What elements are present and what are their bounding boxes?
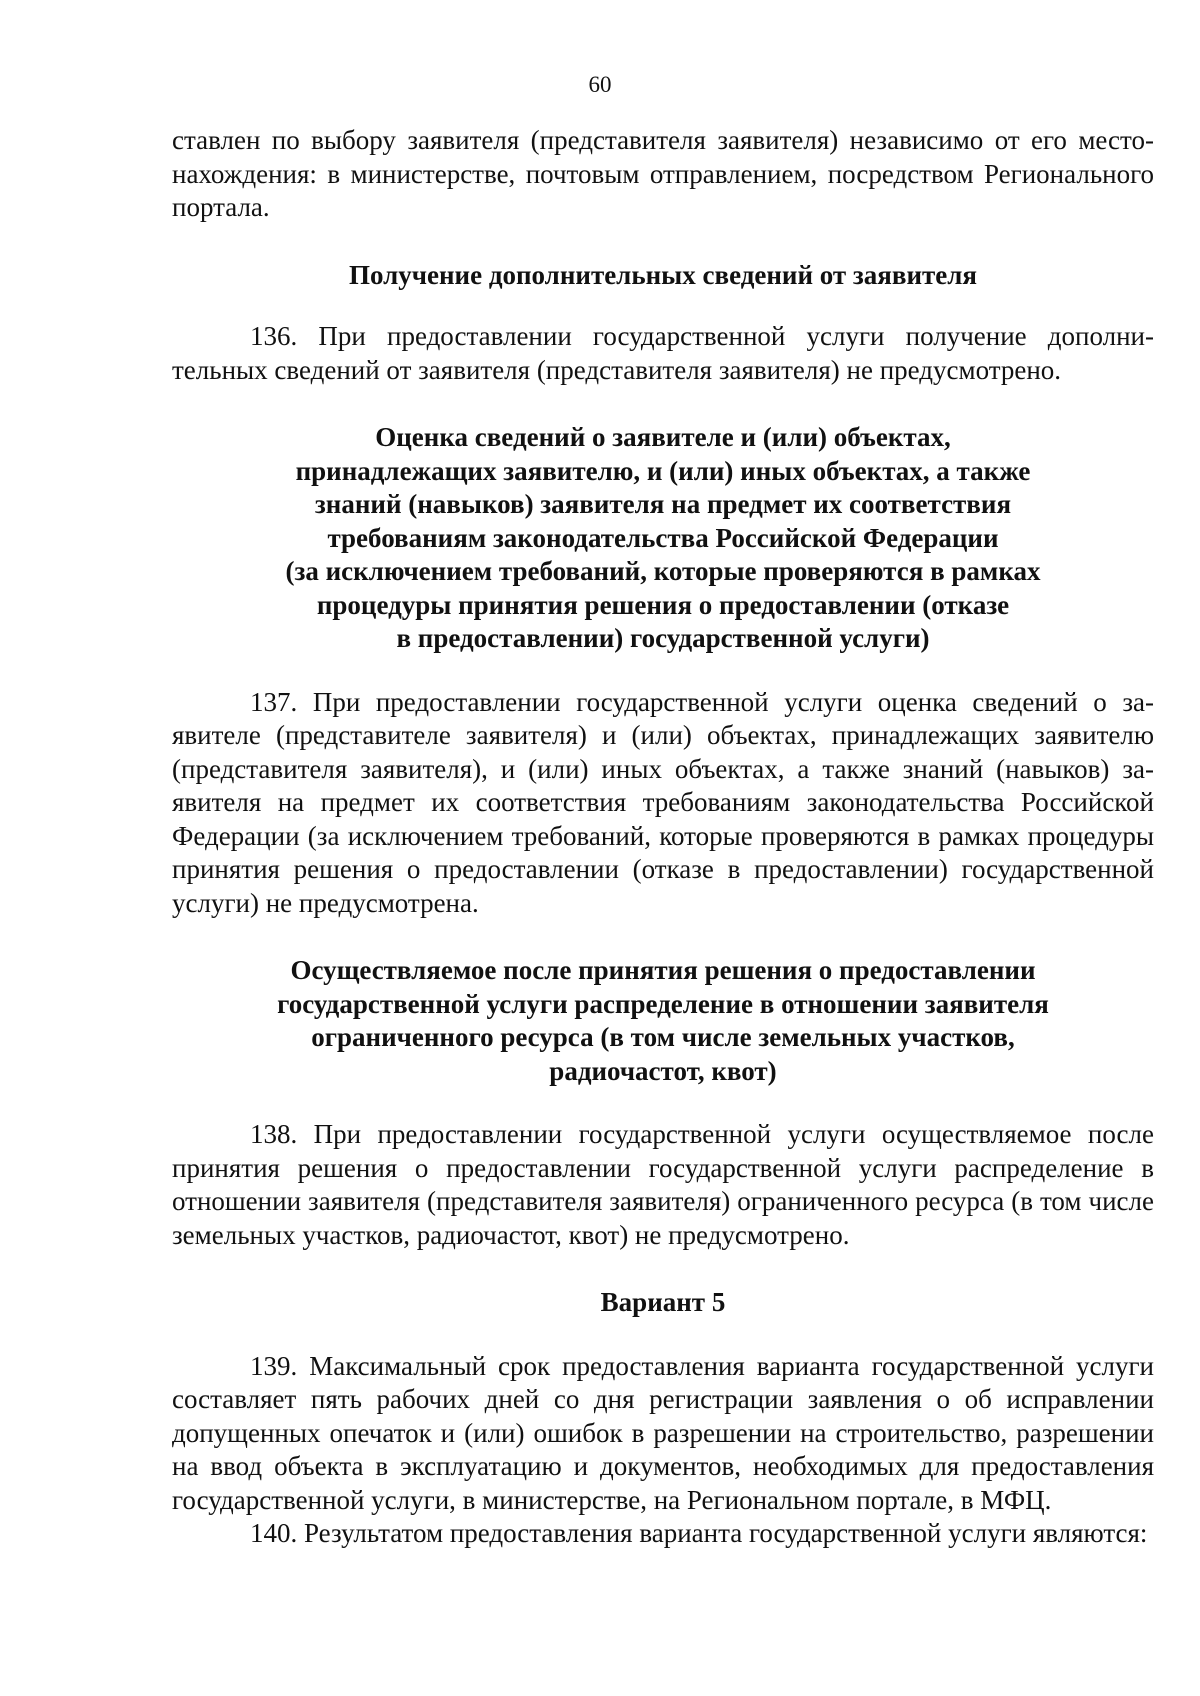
heading-line: радиочастот, квот) [549,1055,777,1086]
section-heading-resource-distribution [172,954,1154,1088]
continuation-paragraph: ставлен по выбору заявителя (представителя заявителя) независимо от его местонахождения: в министерстве, почтовым отправлением, посредством Регионального портала. [172,125,1154,222]
heading-line: требованиям законодательства Российской Федерации [327,522,999,553]
section-heading-assessment [172,421,1154,656]
paragraph-137: 137. При предоставлении государственной услуги оценка сведений о заявителе (представителе заявителя) и (или) объектах, принадлежащих заявителю (представителя заявителя), и (или) иных объектах, а также знаний (навыков) заявителя на предмет их соответствия требованиям законодательства Российской Федерации (за исключением требований, которые проверяются в рамках процедуры принятия решения о предоставлении (отказе в предоставлении) государственной услуги) не предусмотрена. [172,686,1154,918]
heading-line: Оценка сведений о заявителе и (или) объектах, [375,422,951,452]
heading-line: ограниченного ресурса (в том числе земельных участков, [311,1022,1015,1052]
heading-line: процедуры принятия решения о предоставлении (отказе [316,589,1010,620]
heading-line: (за исключением требований, которые проверяются в рамках [285,556,1041,586]
heading-line: государственной услуги распределение в отношении заявителя [277,988,1049,1019]
section-heading-additional-info: Получение дополнительных сведений от заявителя [348,259,978,290]
document-body [172,124,1154,1551]
paragraph-138: 138. При предоставлении государственной услуги осуществляемое после принятия решения о предоставлении государственной услуги распределение в отношении заявителя (представителя заявителя) ограниченного ресурса (в том числе земельных участков, радиочастот, квот) не предусмотрено. [172,1119,1154,1250]
page-number: 60 [588,72,612,97]
paragraph-140: 140. Результатом предоставления варианта государственной услуги являются: [250,1518,1148,1548]
paragraph-136: 136. При предоставлении государственной услуги получение дополнительных сведений от заявителя (представителя заявителя) не предусмотрено. [172,321,1154,385]
heading-line: принадлежащих заявителю, и (или) иных объектах, а также [295,455,1031,486]
heading-line: знаний (навыков) заявителя на предмет их соответствия [314,489,1012,519]
section-heading-variant-5: Вариант 5 [600,1287,726,1317]
heading-line: Осуществляемое после принятия решения о предоставлении [290,955,1036,985]
paragraph-139: 139. Максимальный срок предоставления варианта государственной услуги составляет пять рабочих дней со дня регистрации заявления о об исправлении допущенных опечаток и (или) ошибок в разрешении на строительство, разрешении на ввод объекта в эксплуатацию и документов, необходимых для предоставления государственной услуги, в министерстве, на Региональном портале, в МФЦ. [172,1350,1154,1515]
heading-line: в предоставлении) государственной услуги) [396,623,930,653]
